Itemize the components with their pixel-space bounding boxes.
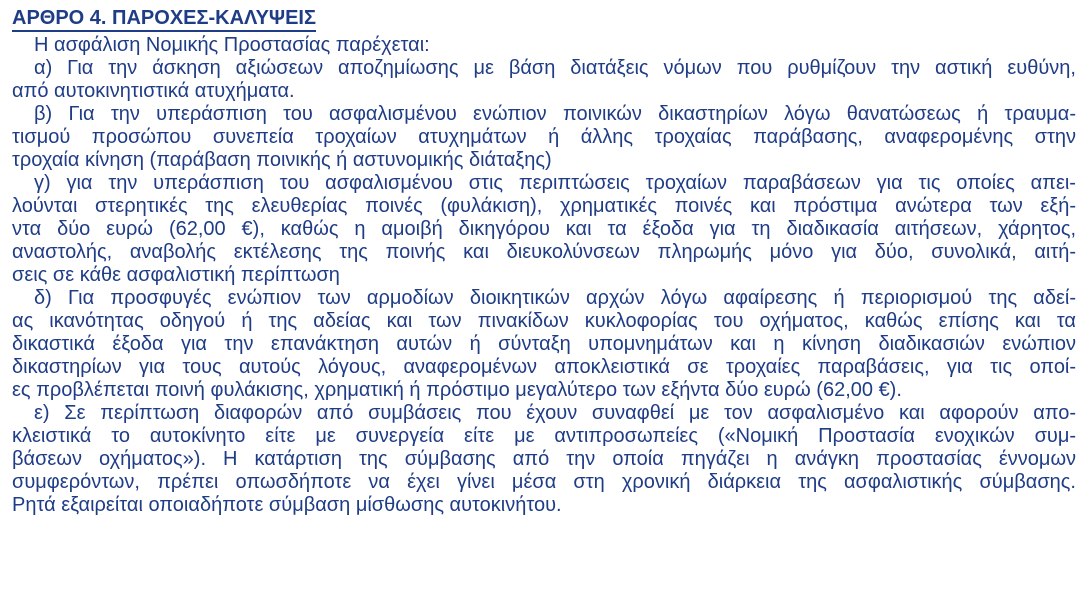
text-line: α) Για την άσκηση αξιώσεων αποζημίωσης με βάση διατάξεις νόμων που ρυθμίζουν την αστική ευθύνη, [34,57,1076,79]
text-line: αναστολής, αναβολής εκτέλεσης της ποινής και διευκολύνσεων πληρωμής μόνο για δύο, συνολικά, αιτή- [12,241,1077,263]
text-line: Ρητά εξαιρείται οποιαδήποτε σύμβαση μίσθωσης αυτοκινήτου. [12,494,562,516]
clause-e-paragraph [12,402,1076,517]
text-line: δικαστηρίων για τους αυτούς λόγους, αναφερομένων αποκλειστικά σε τροχαίες παραβάσεις, για τις οποί- [12,356,1077,378]
document-page [12,8,1076,517]
text-line: β) Για την υπεράσπιση του ασφαλισμένου ενώπιον ποινικών δικαστηρίων λόγω θανατώσεως ή τραυμα- [34,103,1076,125]
clause-c-paragraph [12,172,1076,287]
text-line: ας ικανότητας οδηγού ή της αδείας και των πινακίδων κυκλοφορίας του οχήματος, καθώς επίσης και τα [12,310,1076,332]
text-line: δ) Για προσφυγές ενώπιον των αρμοδίων διοικητικών αρχών λόγω αφαίρεσης ή περιορισμού της αδεί- [34,287,1077,309]
text-line: κλειστικά το αυτοκίνητο είτε με συνεργεία είτε με αντιπροσωπείες («Νομική Προστασία ενοχικών συμ- [12,425,1077,447]
text-line: σεις σε κάθε ασφαλιστική περίπτωση [12,264,340,286]
text-line: λούνται στερητικές της ελευθερίας ποινές (φυλάκιση), χρηματικές ποινές και πρόστιμα ανώτερα των εξή- [12,195,1077,217]
text-line: Η ασφάλιση Νομικής Προστασίας παρέχεται: [34,34,430,56]
text-line: τροχαία κίνηση (παράβαση ποινικής ή αστυνομικής διάταξης) [12,149,552,171]
text-line: δικαστικά έξοδα για την επανάκτηση αυτών ή σύνταξη υπομνημάτων και η κίνηση διαδικασιών ενώπιον [12,333,1076,355]
text-line: ε) Σε περίπτωση διαφορών από συμβάσεις που έχουν συναφθεί με τον ασφαλισμένο και αφορούν απο- [34,402,1077,424]
text-line: γ) για την υπεράσπιση του ασφαλισμένου στις περιπτώσεις τροχαίων παραβάσεων για τις οποίες απει- [34,172,1076,194]
clause-b-paragraph [12,103,1076,172]
clause-d-paragraph [12,287,1076,402]
text-line: από αυτοκινητιστικά ατυχήματα. [12,80,295,102]
text-line: βάσεων οχήματος»). Η κατάρτιση της σύμβασης από την οποία πηγάζει η ανάγκη προστασίας έννομων [12,448,1077,470]
text-line: ες προβλέπεται ποινή φυλάκισης, χρηματική ή πρόστιμο μεγαλύτερο των εξήντα δύο ευρώ (62,00 €). [12,379,902,401]
text-line: ντα δύο ευρώ (62,00 €), καθώς η αμοιβή δικηγόρου και τα έξοδα για τη διαδικασία αιτήσεων, χάρητος, [12,218,1077,240]
intro-paragraph [12,34,1076,57]
text-line: συμφερόντων, πρέπει οπωσδήποτε να έχει γίνει μέσα στη χρονική διάρκεια της ασφαλιστικής σύμβασης. [12,471,1076,493]
article-heading: ΑΡΘΡΟ 4. ΠΑΡΟΧΕΣ-ΚΑΛΥΨΕΙΣ [12,8,316,32]
text-line: τισμού προσώπου συνεπεία τροχαίων ατυχημάτων ή άλλης τροχαίας παράβασης, αναφερομένης στην [12,126,1076,148]
clause-a-paragraph [12,57,1076,103]
